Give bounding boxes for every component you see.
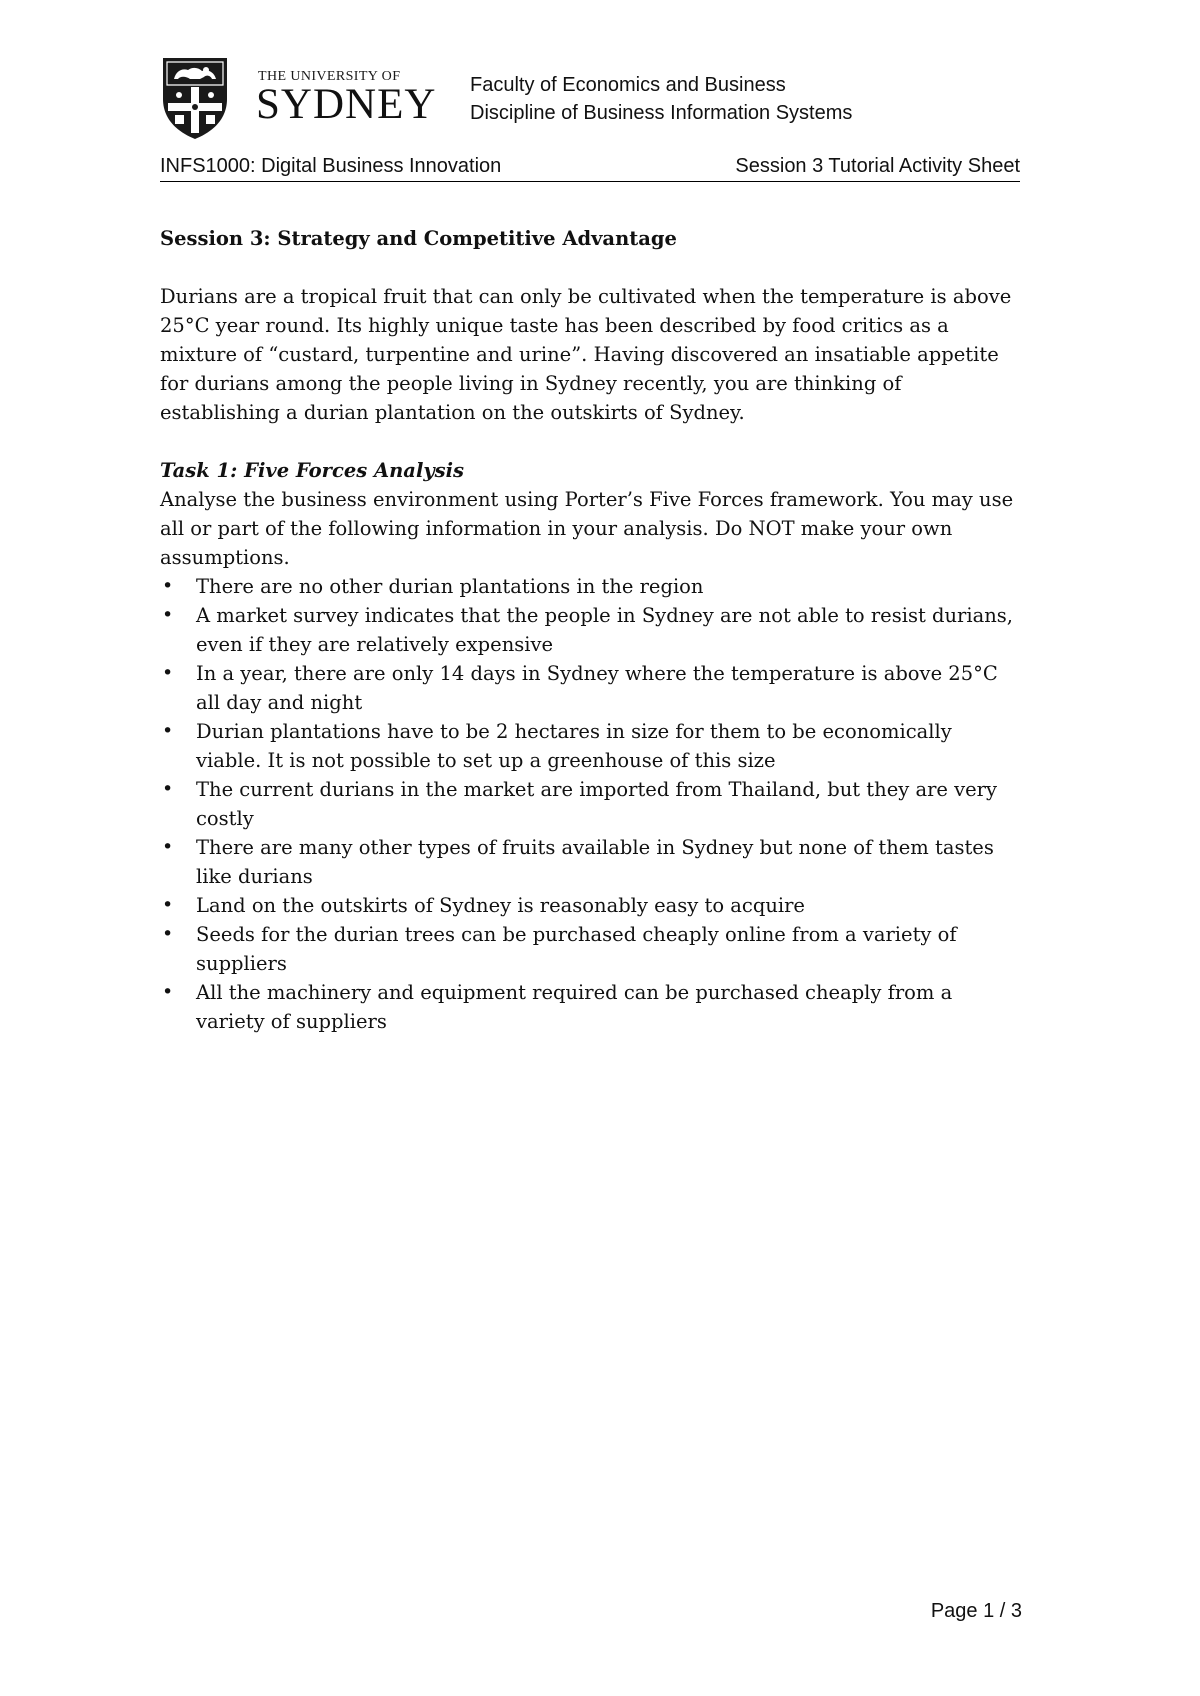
list-item: • There are many other types of fruits available in Sydney but none of them tastes like durians [160,833,1020,891]
university-crest-icon [160,55,230,141]
faculty-block [470,71,852,127]
logo-sydney-wordmark: SYDNEY [256,81,437,128]
list-item: • There are no other durian plantations in the region [160,572,1020,601]
intro-paragraph: Durians are a tropical fruit that can only be cultivated when the temperature is above 25°C year round. Its highly unique taste has been described by food critics as a mixture of “custard, turpentine and urine”. Having discovered an insatiable appetite for durians among the people living in Sydney recently, you are thinking of establishing a durian plantation on the outskirts of Sydney. [160,285,1012,424]
page-number: Page 1 / 3 [930,1600,1022,1622]
course-header-line [160,155,1020,182]
course-title: INFS1000: Digital Business Innovation [160,155,502,177]
facts-list [160,572,1020,1036]
discipline-name: Discipline of Business Information Systems [470,102,853,124]
list-item: • Land on the outskirts of Sydney is reasonably easy to acquire [160,891,1020,920]
session-title: Session 3: Strategy and Competitive Advantage [160,227,677,250]
task-description: Analyse the business environment using Porter’s Five Forces framework. You may use all or part of the following information in your analysis. Do NOT make your own assumptions. [160,488,1014,569]
list-item: • All the machinery and equipment required can be purchased cheaply from a variety of suppliers [160,978,1020,1036]
list-item: • In a year, there are only 14 days in Sydney where the temperature is above 25°C all day and night [160,659,1020,717]
university-logo [160,55,437,145]
sheet-title: Session 3 Tutorial Activity Sheet [735,155,1020,177]
task-title: Task 1: Five Forces Analysis [160,459,465,482]
document-body [160,224,1020,1036]
logo-university-label: THE UNIVERSITY OF [258,69,401,84]
list-item: • Seeds for the durian trees can be purchased cheaply online from a variety of suppliers [160,920,1020,978]
list-item: • Durian plantations have to be 2 hectares in size for them to be economically viable. It is not possible to set up a greenhouse of this size [160,717,1020,775]
faculty-name: Faculty of Economics and Business [470,74,786,96]
list-item: • A market survey indicates that the people in Sydney are not able to resist durians, even if they are relatively expensive [160,601,1020,659]
list-item: • The current durians in the market are imported from Thailand, but they are very costly [160,775,1020,833]
